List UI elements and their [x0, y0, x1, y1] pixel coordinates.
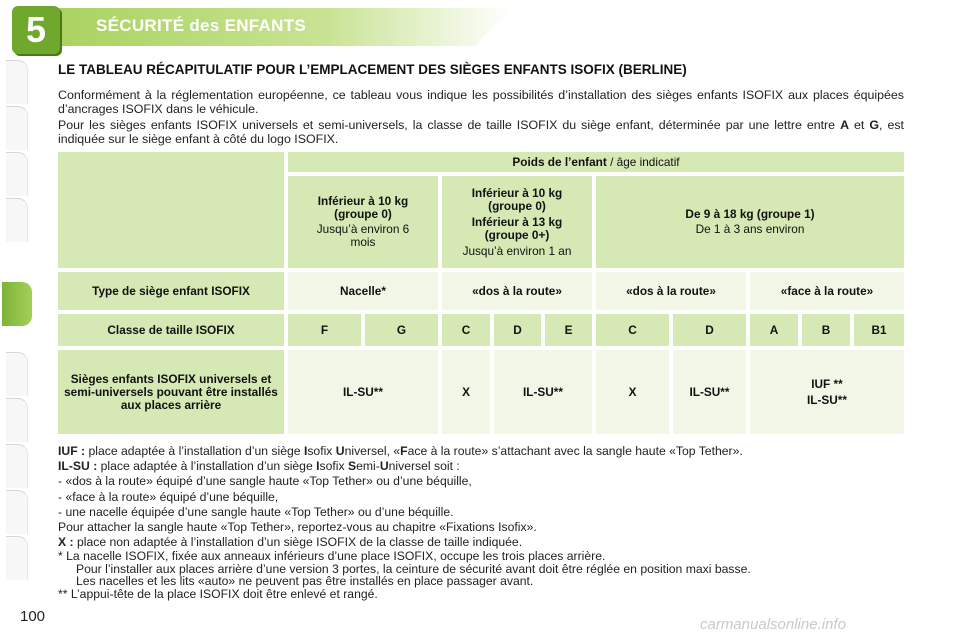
class-cell: D	[673, 314, 746, 346]
row-label-classe: Classe de taille ISOFIX	[58, 314, 284, 346]
group-0-header: Inférieur à 10 kg (groupe 0) Jusqu’à environ 6 mois	[288, 176, 438, 268]
row-label-type: Type de siège enfant ISOFIX	[58, 272, 284, 310]
page-number: 100	[20, 608, 46, 625]
note-star-cont: Pour l’installer aux places arrière d’une version 3 portes, la ceinture de sécurité avant doit être réglée en position maxi basse.	[76, 561, 751, 576]
chapter-tab[interactable]	[6, 60, 28, 104]
footnotes	[58, 444, 908, 600]
class-cell: C	[442, 314, 490, 346]
note-ilsu: IL-SU : place adaptée à l’installation d’un siège Isofix Semi-Universel soit :	[58, 459, 460, 474]
class-cell: D	[494, 314, 541, 346]
chapter-tab[interactable]	[6, 106, 28, 150]
value-cell: IL-SU**	[494, 350, 592, 434]
type-dos-route: «dos à la route»	[596, 272, 746, 310]
intro-paragraph-2: Pour les sièges enfants ISOFIX universels et semi-universels, la classe de taille ISOFIX du siège enfant, déterminée par une lettre entre A et G, est indiquée sur le siège enfant à côté du logo ISOFIX.	[58, 118, 904, 146]
value-cell: X	[442, 350, 490, 434]
value-cell: IUF ** IL-SU**	[750, 350, 904, 434]
value-cell: X	[596, 350, 669, 434]
class-cell: G	[365, 314, 438, 346]
class-cell: B1	[854, 314, 904, 346]
type-face-route: «face à la route»	[750, 272, 904, 310]
type-nacelle: Nacelle*	[288, 272, 438, 310]
chapter-tabs	[0, 60, 30, 600]
note-bullet: - «dos à la route» équipé d’une sangle haute «Top Tether» ou d’une béquille,	[58, 474, 472, 489]
group-1-header: De 9 à 18 kg (groupe 1) De 1 à 3 ans environ	[596, 176, 904, 268]
chapter-tab-active[interactable]	[2, 282, 32, 326]
type-dos-route: «dos à la route»	[442, 272, 592, 310]
table-corner-cell	[58, 152, 284, 268]
poids-header: Poids de l’enfant / âge indicatif	[288, 152, 904, 172]
class-cell: F	[288, 314, 361, 346]
note-star-cont: Les nacelles et les lits «auto» ne peuvent pas être installés en place passager avant.	[76, 574, 534, 589]
intro-paragraph: Conformément à la réglementation européenne, ce tableau vous indique les possibilités d’installation des sièges enfants ISOFIX aux places équipées d’ancrages ISOFIX dans le véhicule.	[58, 88, 904, 116]
page-title: SÉCURITÉ des ENFANTS	[96, 16, 307, 35]
chapter-number-badge: 5	[12, 6, 60, 54]
note-bullet: - «face à la route» équipé d’une béquille,	[58, 489, 279, 504]
note-bullet: - une nacelle équipée d’une sangle haute «Top Tether» ou d’une béquille.	[58, 504, 454, 519]
value-cell: IL-SU**	[288, 350, 438, 434]
section-heading: LE TABLEAU RÉCAPITULATIF POUR L’EMPLACEMENT DES SIÈGES ENFANTS ISOFIX (BERLINE)	[58, 62, 687, 77]
watermark: carmanualsonline.info	[700, 616, 846, 633]
chapter-tab[interactable]	[6, 490, 28, 534]
class-cell: B	[802, 314, 850, 346]
chapter-tab[interactable]	[6, 352, 28, 396]
note-x: X : place non adaptée à l’installation d’un siège ISOFIX de la classe de taille indiquée.	[58, 535, 523, 550]
note-iuf: IUF : place adaptée à l’installation d’un siège Isofix Universel, «Face à la route» s’attachant avec la sangle haute «Top Tether».	[58, 444, 743, 458]
class-cell: A	[750, 314, 798, 346]
note-attach: Pour attacher la sangle haute «Top Tether», reportez-vous au chapitre «Fixations Isofix».	[58, 520, 537, 535]
group-0plus-header: Inférieur à 10 kg (groupe 0) Inférieur à 13 kg (groupe 0+) Jusqu’à environ 1 an	[442, 176, 592, 268]
row-label-sieges: Sièges enfants ISOFIX universels et semi-universels pouvant être installés aux places arrière	[58, 350, 284, 434]
chapter-tab[interactable]	[6, 198, 28, 242]
chapter-tab[interactable]	[6, 536, 28, 580]
note-star: * La nacelle ISOFIX, fixée aux anneaux inférieurs d’une place ISOFIX, occupe les trois places arrière.	[58, 549, 606, 564]
note-double-star: ** L’appui-tête de la place ISOFIX doit être enlevé et rangé.	[58, 586, 378, 601]
chapter-tab[interactable]	[6, 444, 28, 488]
class-cell: E	[545, 314, 592, 346]
value-cell: IL-SU**	[673, 350, 746, 434]
chapter-tab[interactable]	[6, 398, 28, 442]
chapter-tab[interactable]	[6, 152, 28, 196]
class-cell: C	[596, 314, 669, 346]
